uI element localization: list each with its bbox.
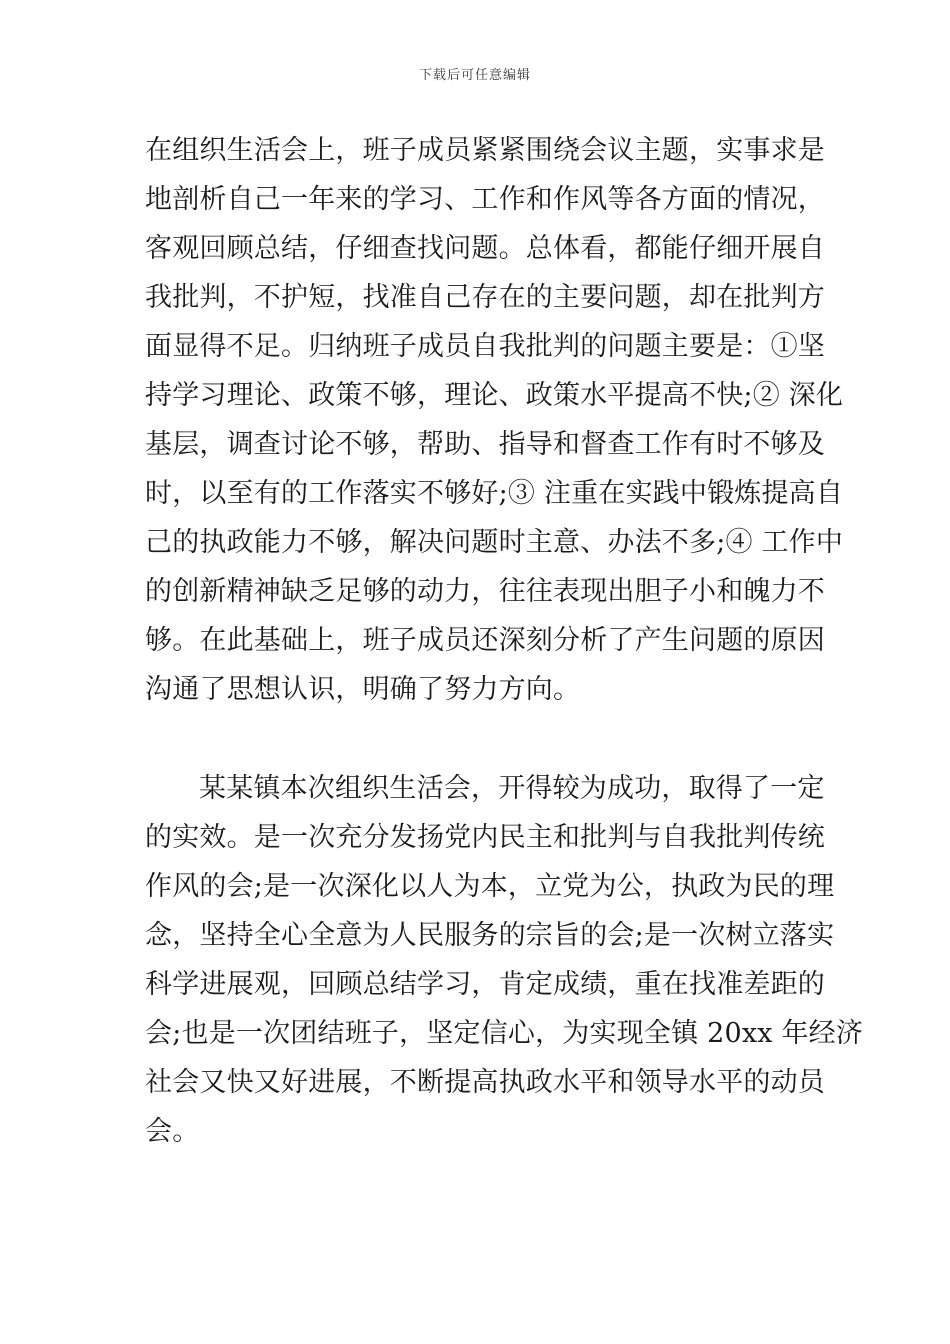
text-line: 作风的会;是一次深化以人为本，立党为公，执政为民的理 xyxy=(145,871,835,902)
text-line: 我批判，不护短，找准自己存在的主要问题，却在批判方 xyxy=(145,282,825,313)
document-body xyxy=(145,126,864,1156)
paragraph-1 xyxy=(145,126,844,714)
text-line: 会。 xyxy=(145,1116,200,1147)
text-line: 科学进展观，回顾总结学习，肯定成绩，重在找准差距的 xyxy=(145,969,825,1000)
paragraph-spacer xyxy=(145,714,810,764)
text-line: 社会又快又好进展，不断提高执政水平和领导水平的动员 xyxy=(145,1067,825,1098)
text-line: 时，以至有的工作落实不够好;③ 注重在实践中锻炼提高自 xyxy=(145,478,844,509)
text-line: 会;也是一次团结班子，坚定信心，为实现全镇 20xx 年经济 xyxy=(145,1018,864,1049)
text-line: 的实效。是一次充分发扬党内民主和批判与自我批判传统 xyxy=(145,822,825,853)
text-line: 某某镇本次组织生活会，开得较为成功，取得了一定 xyxy=(199,773,825,804)
text-line: 够。在此基础上，班子成员还深刻分析了产生问题的原因 xyxy=(145,625,825,656)
paragraph-2 xyxy=(145,764,864,1156)
text-line: 地剖析自己一年来的学习、工作和作风等各方面的情况， xyxy=(145,184,825,215)
text-line: 在组织生活会上，班子成员紧紧围绕会议主题，实事求是 xyxy=(145,135,825,166)
text-line: 客观回顾总结，仔细查找问题。总体看，都能仔细开展自 xyxy=(145,233,825,264)
page-header: 下载后可任意编辑 xyxy=(418,68,531,83)
text-line: 的创新精神缺乏足够的动力，往往表现出胆子小和魄力不 xyxy=(145,576,825,607)
text-line: 己的执政能力不够，解决问题时主意、办法不多;④ 工作中 xyxy=(145,527,844,558)
text-line: 持学习理论、政策不够，理论、政策水平提高不快;② 深化 xyxy=(145,380,844,411)
text-line: 面显得不足。归纳班子成员自我批判的问题主要是：①坚 xyxy=(145,331,825,362)
text-line: 沟通了思想认识，明确了努力方向。 xyxy=(145,674,581,705)
text-line: 基层，调查讨论不够，帮助、指导和督查工作有时不够及 xyxy=(145,429,825,460)
text-line: 念，坚持全心全意为人民服务的宗旨的会;是一次树立落实 xyxy=(145,920,835,951)
